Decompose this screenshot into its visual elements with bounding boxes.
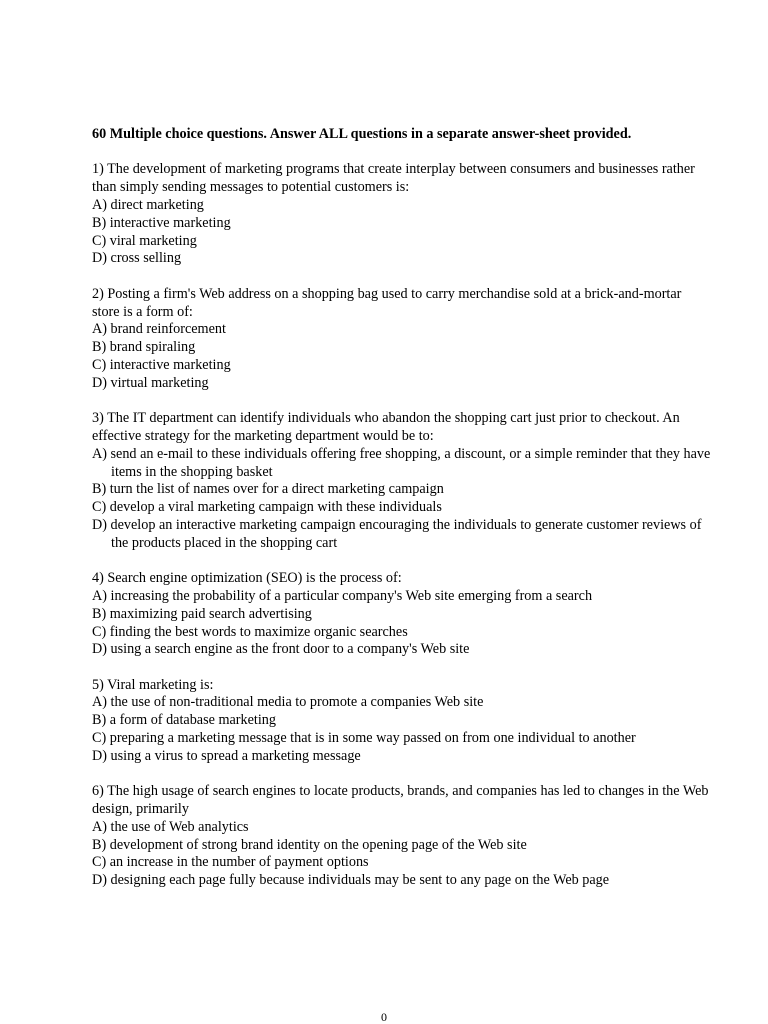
option-b: B) brand spiraling	[92, 339, 196, 356]
question-stem: 3) The IT department can identify individuals who abandon the shopping cart just prior to checkout. An effective strategy for the marketing department would be to:	[92, 410, 680, 444]
question-stem: 5) Viral marketing is:	[92, 676, 214, 693]
option-a: A) direct marketing	[92, 196, 204, 213]
question-stem: 6) The high usage of search engines to locate products, brands, and companies has led to changes in the Web design, primarily	[92, 783, 709, 818]
option-c: C) finding the best words to maximize organic searches	[92, 623, 408, 640]
option-a: A) brand reinforcement	[92, 321, 226, 338]
option-b: B) interactive marketing	[92, 214, 231, 231]
document-page	[92, 126, 712, 908]
option-c: C) an increase in the number of payment options	[92, 854, 369, 871]
option-b: B) turn the list of names over for a direct marketing campaign	[92, 481, 444, 498]
option-d: D) virtual marketing	[92, 374, 209, 391]
option-c: C) preparing a marketing message that is in some way passed on from one individual to another	[92, 730, 636, 747]
question-stem: 4) Search engine optimization (SEO) is the process of:	[92, 570, 402, 587]
question-stem: 1) The development of marketing programs that create interplay between consumers and businesses rather than simply sending messages to potential customers is:	[92, 161, 695, 196]
question-2	[92, 286, 712, 393]
question-3	[92, 410, 712, 552]
option-b: B) development of strong brand identity on the opening page of the Web site	[92, 836, 527, 853]
question-stem: 2) Posting a firm's Web address on a shopping bag used to carry merchandise sold at a brick-and-mortar store is a form of:	[92, 285, 682, 320]
question-4	[92, 570, 712, 659]
page-number: 0	[381, 1010, 387, 1024]
option-d: D) using a search engine as the front door to a company's Web site	[92, 641, 470, 658]
option-b: B) maximizing paid search advertising	[92, 605, 312, 622]
option-d: D) using a virus to spread a marketing message	[92, 747, 361, 764]
option-c: C) develop a viral marketing campaign with these individuals	[92, 499, 442, 516]
option-a: A) increasing the probability of a particular company's Web site emerging from a search	[92, 587, 593, 604]
option-d: D) designing each page fully because individuals may be sent to any page on the Web page	[92, 872, 610, 889]
option-a: A) the use of non-traditional media to promote a companies Web site	[92, 694, 484, 711]
instructions-heading: 60 Multiple choice questions. Answer ALL questions in a separate answer-sheet provided.	[92, 126, 632, 142]
question-6	[92, 783, 712, 890]
question-1	[92, 161, 712, 268]
option-b: B) a form of database marketing	[92, 712, 276, 729]
option-a: A) the use of Web analytics	[92, 818, 249, 835]
question-5	[92, 677, 712, 766]
option-c: C) interactive marketing	[92, 356, 231, 373]
option-d: D) develop an interactive marketing campaign encouraging the individuals to generate customer reviews of the products placed in the shopping cart	[92, 516, 702, 551]
option-c: C) viral marketing	[92, 232, 197, 249]
option-a: A) send an e-mail to these individuals offering free shopping, a discount, or a simple reminder that they have items in the shopping basket	[92, 445, 711, 480]
option-d: D) cross selling	[92, 250, 182, 267]
